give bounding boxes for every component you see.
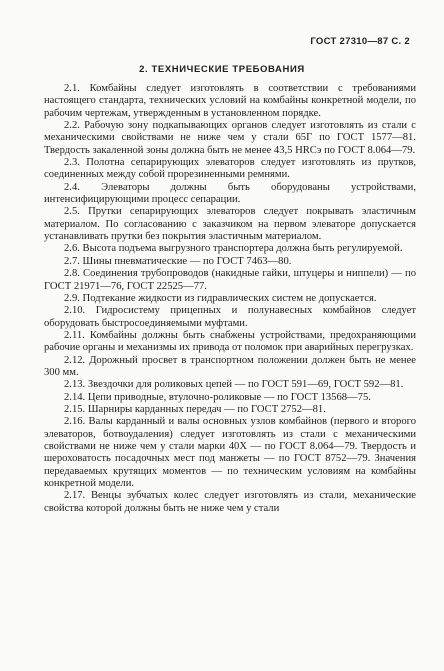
paragraph-2-5: 2.5. Прутки сепарирующих элеваторов следует покрывать эластичным материалом. По согласованию с заказчиком на первом элеваторе допускается устанавливать прутки без покрытия эластичным материалом. <box>44 206 416 243</box>
section-title: 2. ТЕХНИЧЕСКИЕ ТРЕБОВАНИЯ <box>139 64 305 75</box>
paragraph-2-14: 2.14. Цепи приводные, втулочно-роликовые — по ГОСТ 13568—75. <box>64 391 371 403</box>
paragraph-2-15: 2.15. Шарниры карданных передач — по ГОСТ 2752—81. <box>64 403 326 415</box>
paragraph-2-9: 2.9. Подтекание жидкости из гидравлических систем не допускается. <box>64 292 377 304</box>
paragraph-2-13: 2.13. Звездочки для роликовых цепей — по ГОСТ 591—69, ГОСТ 592—81. <box>64 379 404 391</box>
paragraph-2-7: 2.7. Шины пневматические — по ГОСТ 7463—80. <box>64 255 292 267</box>
paragraph-2-2: 2.2. Рабочую зону подкапывающих органов следует изготовлять из стали с механическими свойствами не ниже чем у стали 65Г по ГОСТ 1577—81. Твердость закаленной зоны должна быть не менее 43,5 HRCэ по ГОСТ 8.064—79. <box>44 120 416 156</box>
paragraph-2-8: 2.8. Соединения трубопроводов (накидные гайки, штуцеры и ниппели) — по ГОСТ 21971—76, ГОСТ 22525—77. <box>44 268 416 292</box>
paragraph-2-12: 2.12. Дорожный просвет в транспортном положении должен быть не менее 300 мм. <box>44 354 416 378</box>
paragraph-2-17: 2.17. Венцы зубчатых колес следует изготовлять из стали, механические свойства которой должны быть не ниже чем у стали <box>44 490 416 514</box>
paragraph-2-11: 2.11. Комбайны должны быть снабжены устройствами, предохраняющими рабочие органы и механизмы их привода от поломок при аварийных перегрузках. <box>44 329 416 354</box>
paragraph-2-10: 2.10. Гидросистему прицепных и полунавесных комбайнов следует оборудовать быстросоединяемыми муфтами. <box>44 305 416 329</box>
paragraph-2-1: 2.1. Комбайны следует изготовлять в соответствии с требованиями настоящего стандарта, технических условий на комбайны конкретной модели, по рабочим чертежам, утвержденным в установленном порядке. <box>44 83 416 119</box>
paragraph-2-6: 2.6. Высота подъема выгрузного транспортера должна быть регулируемой. <box>64 243 403 255</box>
paragraph-2-16: 2.16. Валы карданный и валы основных узлов комбайнов (первого и второго элеваторов, ботвоудаления) следует изготовлять из стали с механическими свойствами не ниже чем у стали марки 40Х — по ГОСТ 8.064—79. Твердость и шероховатость посадочных мест под манжеты — по ГОСТ 8752—79. Значения передаваемых крутящих моментов — по техническим условиям на комбайны конкретной модели. <box>44 416 416 489</box>
document-body <box>44 83 416 515</box>
paragraph-2-3: 2.3. Полотна сепарирующих элеваторов следует изготовлять из прутков, соединенных между собой прорезиненными ремнями. <box>44 157 416 181</box>
page-header: ГОСТ 27310—87 С. 2 <box>310 36 410 47</box>
paragraph-2-4: 2.4. Элеваторы должны быть оборудованы устройствами, интенсифицирующими процесс сепарации. <box>44 181 416 206</box>
